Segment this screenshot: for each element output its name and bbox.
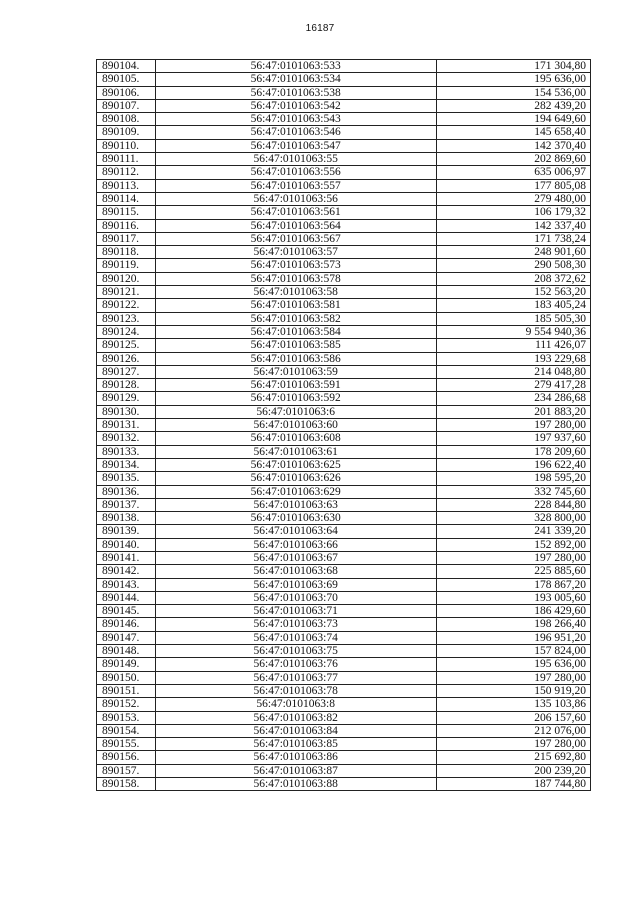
table-row [97, 645, 591, 658]
cadastral-number-cell: 56:47:0101063:8 [155, 698, 436, 711]
table-row [97, 684, 591, 697]
table-row [97, 73, 591, 86]
cadastral-value-cell: 177 805,08 [436, 179, 590, 192]
table-row [97, 512, 591, 525]
cadastral-number-cell: 56:47:0101063:592 [155, 392, 436, 405]
table-row [97, 778, 591, 791]
cadastral-value-cell: 234 286,68 [436, 392, 590, 405]
cadastral-number-cell: 56:47:0101063:78 [155, 684, 436, 697]
cadastral-value-cell: 150 919,20 [436, 684, 590, 697]
cadastral-number-cell: 56:47:0101063:59 [155, 365, 436, 378]
table-row [97, 352, 591, 365]
table-row [97, 232, 591, 245]
cadastral-number-cell: 56:47:0101063:75 [155, 645, 436, 658]
cadastral-value-cell: 635 006,97 [436, 166, 590, 179]
cadastral-number-cell: 56:47:0101063:73 [155, 618, 436, 631]
cadastral-value-cell: 197 280,00 [436, 738, 590, 751]
table-row [97, 392, 591, 405]
cadastral-number-cell: 56:47:0101063:561 [155, 206, 436, 219]
cadastral-value-cell: 194 649,60 [436, 113, 590, 126]
table-row [97, 365, 591, 378]
cadastral-number-cell: 56:47:0101063:564 [155, 219, 436, 232]
row-number-cell: 890151. [97, 684, 156, 697]
page-number: 16187 [305, 23, 335, 34]
row-number-cell: 890112. [97, 166, 156, 179]
cadastral-value-cell: 208 372,62 [436, 272, 590, 285]
table-row [97, 325, 591, 338]
cadastral-number-cell: 56:47:0101063:567 [155, 232, 436, 245]
cadastral-value-cell: 290 508,30 [436, 259, 590, 272]
table-row [97, 618, 591, 631]
table-row [97, 551, 591, 564]
cadastral-value-cell: 195 636,00 [436, 73, 590, 86]
row-number-cell: 890125. [97, 339, 156, 352]
cadastral-number-cell: 56:47:0101063:556 [155, 166, 436, 179]
cadastral-value-cell: 279 480,00 [436, 192, 590, 205]
table-row [97, 379, 591, 392]
cadastral-number-cell: 56:47:0101063:584 [155, 325, 436, 338]
cadastral-value-cell: 197 280,00 [436, 671, 590, 684]
cadastral-value-cell: 228 844,80 [436, 498, 590, 511]
cadastral-number-cell: 56:47:0101063:585 [155, 339, 436, 352]
row-number-cell: 890133. [97, 445, 156, 458]
table-row [97, 764, 591, 777]
table-row [97, 525, 591, 538]
row-number-cell: 890116. [97, 219, 156, 232]
row-number-cell: 890120. [97, 272, 156, 285]
table-row [97, 419, 591, 432]
cadastral-value-cell: 197 280,00 [436, 551, 590, 564]
row-number-cell: 890148. [97, 645, 156, 658]
cadastral-value-cell: 196 622,40 [436, 458, 590, 471]
cadastral-value-cell: 197 937,60 [436, 432, 590, 445]
table-row [97, 498, 591, 511]
cadastral-value-cell: 212 076,00 [436, 724, 590, 737]
cadastral-value-cell: 282 439,20 [436, 99, 590, 112]
row-number-cell: 890132. [97, 432, 156, 445]
cadastral-value-table [96, 59, 591, 791]
row-number-cell: 890104. [97, 60, 156, 73]
cadastral-value-cell: 142 337,40 [436, 219, 590, 232]
table-row [97, 538, 591, 551]
cadastral-number-cell: 56:47:0101063:82 [155, 711, 436, 724]
cadastral-number-cell: 56:47:0101063:76 [155, 658, 436, 671]
cadastral-value-cell: 202 869,60 [436, 153, 590, 166]
row-number-cell: 890126. [97, 352, 156, 365]
table-row [97, 153, 591, 166]
cadastral-number-cell: 56:47:0101063:64 [155, 525, 436, 538]
row-number-cell: 890141. [97, 551, 156, 564]
table-row [97, 738, 591, 751]
row-number-cell: 890134. [97, 458, 156, 471]
table-row [97, 485, 591, 498]
table-row [97, 272, 591, 285]
table-row [97, 458, 591, 471]
cadastral-value-cell: 186 429,60 [436, 605, 590, 618]
row-number-cell: 890124. [97, 325, 156, 338]
row-number-cell: 890106. [97, 86, 156, 99]
cadastral-value-cell: 9 554 940,36 [436, 325, 590, 338]
cadastral-value-cell: 193 229,68 [436, 352, 590, 365]
table-row [97, 86, 591, 99]
cadastral-number-cell: 56:47:0101063:6 [155, 405, 436, 418]
row-number-cell: 890105. [97, 73, 156, 86]
cadastral-value-cell: 171 738,24 [436, 232, 590, 245]
row-number-cell: 890135. [97, 472, 156, 485]
table-row [97, 751, 591, 764]
row-number-cell: 890109. [97, 126, 156, 139]
cadastral-number-cell: 56:47:0101063:60 [155, 419, 436, 432]
cadastral-value-cell: 142 370,40 [436, 139, 590, 152]
cadastral-value-cell: 196 951,20 [436, 631, 590, 644]
table-row [97, 671, 591, 684]
cadastral-number-cell: 56:47:0101063:66 [155, 538, 436, 551]
cadastral-number-cell: 56:47:0101063:626 [155, 472, 436, 485]
cadastral-value-cell: 198 266,40 [436, 618, 590, 631]
row-number-cell: 890110. [97, 139, 156, 152]
cadastral-number-cell: 56:47:0101063:74 [155, 631, 436, 644]
cadastral-value-cell: 178 209,60 [436, 445, 590, 458]
cadastral-value-cell: 152 892,00 [436, 538, 590, 551]
cadastral-value-cell: 111 426,07 [436, 339, 590, 352]
cadastral-number-cell: 56:47:0101063:77 [155, 671, 436, 684]
cadastral-value-cell: 214 048,80 [436, 365, 590, 378]
cadastral-value-cell: 215 692,80 [436, 751, 590, 764]
cadastral-number-cell: 56:47:0101063:87 [155, 764, 436, 777]
cadastral-number-cell: 56:47:0101063:63 [155, 498, 436, 511]
table-row [97, 445, 591, 458]
cadastral-value-cell: 106 179,32 [436, 206, 590, 219]
row-number-cell: 890146. [97, 618, 156, 631]
table-row [97, 126, 591, 139]
table-row [97, 698, 591, 711]
row-number-cell: 890114. [97, 192, 156, 205]
cadastral-number-cell: 56:47:0101063:630 [155, 512, 436, 525]
row-number-cell: 890158. [97, 778, 156, 791]
table-row [97, 246, 591, 259]
row-number-cell: 890119. [97, 259, 156, 272]
cadastral-value-cell: 197 280,00 [436, 419, 590, 432]
table-row [97, 405, 591, 418]
row-number-cell: 890123. [97, 312, 156, 325]
cadastral-value-cell: 332 745,60 [436, 485, 590, 498]
table-row [97, 139, 591, 152]
row-number-cell: 890150. [97, 671, 156, 684]
row-number-cell: 890156. [97, 751, 156, 764]
row-number-cell: 890140. [97, 538, 156, 551]
cadastral-value-cell: 193 005,60 [436, 591, 590, 604]
cadastral-number-cell: 56:47:0101063:543 [155, 113, 436, 126]
cadastral-value-cell: 200 239,20 [436, 764, 590, 777]
cadastral-number-cell: 56:47:0101063:538 [155, 86, 436, 99]
row-number-cell: 890153. [97, 711, 156, 724]
cadastral-number-cell: 56:47:0101063:71 [155, 605, 436, 618]
table-row [97, 299, 591, 312]
cadastral-number-cell: 56:47:0101063:61 [155, 445, 436, 458]
table-row [97, 219, 591, 232]
row-number-cell: 890129. [97, 392, 156, 405]
table-row [97, 432, 591, 445]
cadastral-number-cell: 56:47:0101063:69 [155, 578, 436, 591]
row-number-cell: 890143. [97, 578, 156, 591]
cadastral-number-cell: 56:47:0101063:68 [155, 565, 436, 578]
row-number-cell: 890144. [97, 591, 156, 604]
cadastral-value-cell: 171 304,80 [436, 60, 590, 73]
table-row [97, 113, 591, 126]
cadastral-number-cell: 56:47:0101063:70 [155, 591, 436, 604]
row-number-cell: 890115. [97, 206, 156, 219]
table-row [97, 658, 591, 671]
row-number-cell: 890147. [97, 631, 156, 644]
cadastral-number-cell: 56:47:0101063:625 [155, 458, 436, 471]
cadastral-value-cell: 195 636,00 [436, 658, 590, 671]
row-number-cell: 890142. [97, 565, 156, 578]
cadastral-value-cell: 279 417,28 [436, 379, 590, 392]
table-row [97, 192, 591, 205]
row-number-cell: 890117. [97, 232, 156, 245]
cadastral-value-cell: 201 883,20 [436, 405, 590, 418]
cadastral-number-cell: 56:47:0101063:547 [155, 139, 436, 152]
row-number-cell: 890121. [97, 286, 156, 299]
row-number-cell: 890131. [97, 419, 156, 432]
cadastral-number-cell: 56:47:0101063:542 [155, 99, 436, 112]
table-row [97, 286, 591, 299]
row-number-cell: 890130. [97, 405, 156, 418]
cadastral-number-cell: 56:47:0101063:581 [155, 299, 436, 312]
table-row [97, 711, 591, 724]
cadastral-value-cell: 183 405,24 [436, 299, 590, 312]
cadastral-number-cell: 56:47:0101063:86 [155, 751, 436, 764]
row-number-cell: 890137. [97, 498, 156, 511]
cadastral-value-cell: 206 157,60 [436, 711, 590, 724]
cadastral-number-cell: 56:47:0101063:582 [155, 312, 436, 325]
row-number-cell: 890136. [97, 485, 156, 498]
row-number-cell: 890128. [97, 379, 156, 392]
row-number-cell: 890113. [97, 179, 156, 192]
table-row [97, 259, 591, 272]
cadastral-value-cell: 135 103,86 [436, 698, 590, 711]
cadastral-number-cell: 56:47:0101063:557 [155, 179, 436, 192]
row-number-cell: 890155. [97, 738, 156, 751]
cadastral-value-cell: 241 339,20 [436, 525, 590, 538]
row-number-cell: 890138. [97, 512, 156, 525]
table-row [97, 472, 591, 485]
cadastral-number-cell: 56:47:0101063:629 [155, 485, 436, 498]
row-number-cell: 890139. [97, 525, 156, 538]
cadastral-value-cell: 185 505,30 [436, 312, 590, 325]
cadastral-value-cell: 225 885,60 [436, 565, 590, 578]
table-row [97, 339, 591, 352]
row-number-cell: 890127. [97, 365, 156, 378]
cadastral-number-cell: 56:47:0101063:88 [155, 778, 436, 791]
cadastral-value-cell: 328 800,00 [436, 512, 590, 525]
row-number-cell: 890152. [97, 698, 156, 711]
cadastral-value-cell: 248 901,60 [436, 246, 590, 259]
table-row [97, 578, 591, 591]
table-row [97, 591, 591, 604]
row-number-cell: 890157. [97, 764, 156, 777]
table-row [97, 60, 591, 73]
table-row [97, 166, 591, 179]
row-number-cell: 890149. [97, 658, 156, 671]
cadastral-number-cell: 56:47:0101063:58 [155, 286, 436, 299]
cadastral-value-cell: 157 824,00 [436, 645, 590, 658]
table-row [97, 565, 591, 578]
row-number-cell: 890108. [97, 113, 156, 126]
cadastral-number-cell: 56:47:0101063:56 [155, 192, 436, 205]
cadastral-number-cell: 56:47:0101063:85 [155, 738, 436, 751]
cadastral-number-cell: 56:47:0101063:578 [155, 272, 436, 285]
table-row [97, 312, 591, 325]
cadastral-value-cell: 178 867,20 [436, 578, 590, 591]
table-row [97, 99, 591, 112]
cadastral-number-cell: 56:47:0101063:55 [155, 153, 436, 166]
row-number-cell: 890154. [97, 724, 156, 737]
cadastral-number-cell: 56:47:0101063:586 [155, 352, 436, 365]
table-body [97, 60, 591, 791]
cadastral-value-cell: 198 595,20 [436, 472, 590, 485]
table-row [97, 605, 591, 618]
table-row [97, 631, 591, 644]
table-row [97, 206, 591, 219]
row-number-cell: 890145. [97, 605, 156, 618]
cadastral-value-cell: 187 744,80 [436, 778, 590, 791]
cadastral-number-cell: 56:47:0101063:84 [155, 724, 436, 737]
table-row [97, 179, 591, 192]
table-row [97, 724, 591, 737]
cadastral-number-cell: 56:47:0101063:591 [155, 379, 436, 392]
cadastral-number-cell: 56:47:0101063:57 [155, 246, 436, 259]
row-number-cell: 890122. [97, 299, 156, 312]
cadastral-number-cell: 56:47:0101063:534 [155, 73, 436, 86]
cadastral-number-cell: 56:47:0101063:608 [155, 432, 436, 445]
cadastral-value-cell: 154 536,00 [436, 86, 590, 99]
cadastral-number-cell: 56:47:0101063:546 [155, 126, 436, 139]
cadastral-value-cell: 145 658,40 [436, 126, 590, 139]
row-number-cell: 890111. [97, 153, 156, 166]
cadastral-number-cell: 56:47:0101063:67 [155, 551, 436, 564]
row-number-cell: 890118. [97, 246, 156, 259]
cadastral-value-cell: 152 563,20 [436, 286, 590, 299]
cadastral-number-cell: 56:47:0101063:573 [155, 259, 436, 272]
cadastral-number-cell: 56:47:0101063:533 [155, 60, 436, 73]
row-number-cell: 890107. [97, 99, 156, 112]
